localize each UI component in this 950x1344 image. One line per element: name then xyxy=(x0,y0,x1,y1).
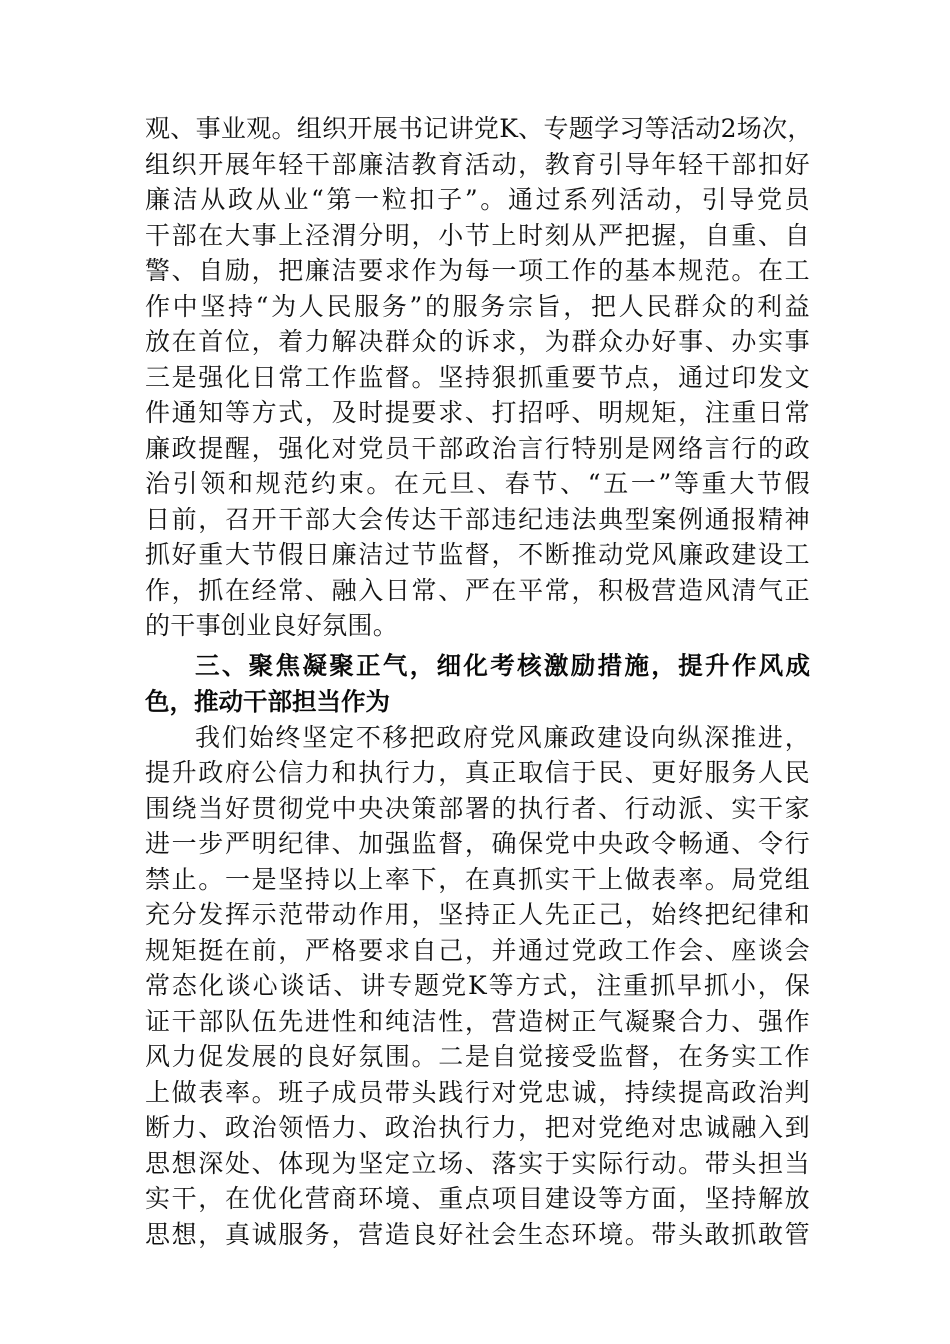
text-line: 组织开展年轻干部廉洁教育活动，教育引导年轻干部扣好 xyxy=(145,149,810,179)
text-line: 日前，召开干部大会传达干部违纪违法典型案例通报精神 xyxy=(145,504,810,534)
text-line: 廉洁从政从业“第一粒扣子”。通过系列活动，引导党员 xyxy=(145,185,810,214)
paragraph-1 xyxy=(145,111,813,644)
text-line: 进一步严明纪律、加强监督，确保党中央政令畅通、令行 xyxy=(145,829,810,858)
text-line: 证干部队伍先进性和纯洁性，营造树正气凝聚合力、强作 xyxy=(145,1006,810,1036)
text-line: 放在首位，着力解决群众的诉求，为群众办好事、办实事 xyxy=(145,327,810,356)
text-line: 作中坚持“为人民服务”的服务宗旨，把人民群众的利益 xyxy=(145,291,810,321)
section-heading xyxy=(145,648,810,720)
text-line: 提升政府公信力和执行力，真正取信于民、更好服务人民 xyxy=(145,758,810,787)
text-line: 抓好重大节假日廉洁过节监督，不断推动党风廉政建设工 xyxy=(145,540,810,569)
text-line: 上做表率。班子成员带头践行对党忠诚，持续提高政治判 xyxy=(145,1077,810,1107)
text-line: 断力、政治领悟力、政治执行力，把对党绝对忠诚融入到 xyxy=(145,1113,810,1142)
text-line: 思想，真诚服务，营造良好社会生态环境。带头敢抓敢管 xyxy=(145,1219,810,1249)
text-line: 作，抓在经常、融入日常、严在平常，积极营造风清气正 xyxy=(145,575,810,605)
text-line: 思想深处、体现为坚定立场、落实于实际行动。带头担当 xyxy=(145,1148,810,1178)
text-line: 我们始终坚定不移把政府党风廉政建设向纵深推进， xyxy=(195,722,810,752)
text-line: 干部在大事上泾渭分明，小节上时刻从严把握，自重、自 xyxy=(145,220,810,250)
heading-line: 色，推动干部担当作为 xyxy=(145,686,390,716)
text-line: 规矩挺在前，严格要求自己，并通过党政工作会、座谈会 xyxy=(145,935,810,965)
text-line: 的干事创业良好氛围。 xyxy=(145,611,399,640)
text-line: 常态化谈心谈话、讲专题党K等方式，注重抓早抓小，保 xyxy=(145,971,810,1000)
text-line: 件通知等方式，及时提要求、打招呼、明规矩，注重日常 xyxy=(145,398,810,427)
text-line: 实干，在优化营商环境、重点项目建设等方面，坚持解放 xyxy=(145,1184,810,1213)
heading-line: 三、聚焦凝聚正气，细化考核激励措施，提升作风成 xyxy=(195,650,810,680)
text-line: 充分发挥示范带动作用，坚持正人先正己，始终把纪律和 xyxy=(145,900,810,929)
text-line: 围绕当好贯彻党中央决策部署的执行者、行动派、实干家 xyxy=(145,793,810,823)
text-line: 警、自励，把廉洁要求作为每一项工作的基本规范。在工 xyxy=(145,256,810,285)
paragraph-2 xyxy=(145,720,810,1253)
document-body xyxy=(145,111,813,1252)
text-line: 风力促发展的良好氛围。二是自觉接受监督，在务实工作 xyxy=(145,1042,810,1071)
text-line: 观、事业观。组织开展书记讲党K、专题学习等活动2场次， xyxy=(145,114,813,143)
text-line: 治引领和规范约束。在元旦、春节、“五一”等重大节假 xyxy=(145,469,810,498)
text-line: 三是强化日常工作监督。坚持狠抓重要节点，通过印发文 xyxy=(145,362,810,392)
text-line: 禁止。一是坚持以上率下，在真抓实干上做表率。局党组 xyxy=(145,864,810,894)
text-line: 廉政提醒，强化对党员干部政治言行特别是网络言行的政 xyxy=(145,433,810,463)
